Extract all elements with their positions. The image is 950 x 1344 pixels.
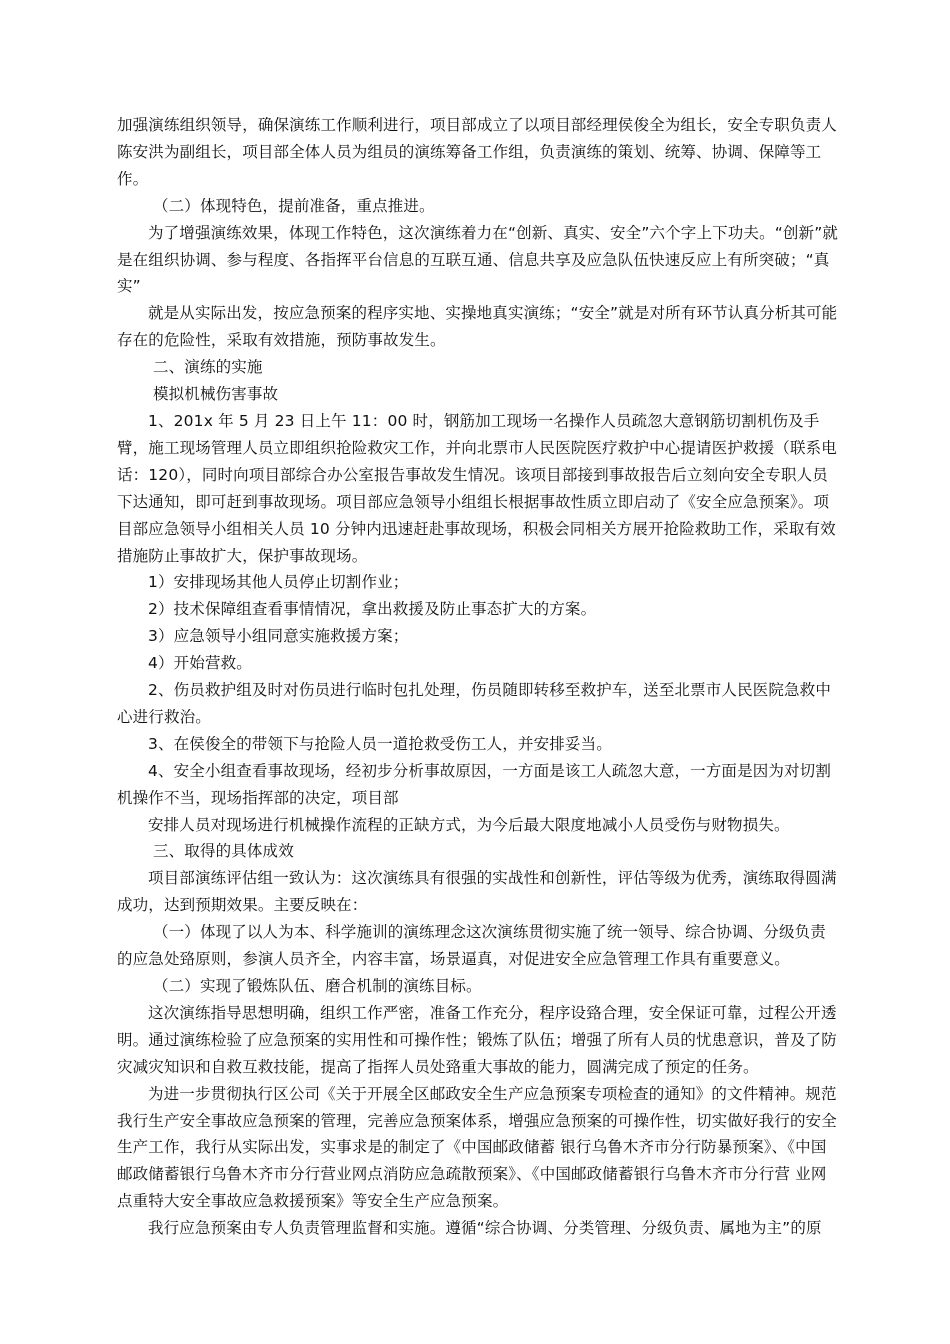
paragraph: 这次演练指导思想明确，组织工作严密，准备工作充分，程序设臵合理，安全保证可靠，过程公开透明。通过演练检验了应急预案的实用性和可操作性；锻炼了队伍；增强了所有人员的忧患意识，普及了防灾减灾知识和自救互救技能，提高了指挥人员处臵重大事故的能力，圆满完成了预定的任务。 <box>117 1003 837 1076</box>
paragraph: 项目部演练评估组一致认为：这次演练具有很强的实战性和创新性，评估等级为优秀，演练取得圆满成功，达到预期效果。主要反映在： <box>117 869 837 915</box>
document-body <box>117 112 839 1242</box>
paragraph: 1）安排现场其他人员停止切割作业； <box>148 573 409 592</box>
paragraph: 为进一步贯彻执行区公司《关于开展全区邮政安全生产应急预案专项检查的通知》的文件精神。规范我行生产安全事故应急预案的管理，完善应急预案体系，增强应急预案的可操作性，切实做好我行的安全生产工作，我行从实际出发，实事求是的制定了《中国邮政储蓄 银行乌鲁木齐市分行防暴预案》、《中国邮政储蓄银行乌鲁木齐市分行营业网点消防应急疏散预案》、《中国邮政储蓄银行乌鲁木齐市分行营 业网点重特大安全事故应急救援预案》等安全生产应急预案。 <box>117 1084 837 1211</box>
paragraph: 3、在侯俊全的带领下与抢险人员一道抢救受伤工人，并安排妥当。 <box>148 734 612 753</box>
paragraph: （二）体现特色，提前准备，重点推进。 <box>153 196 435 215</box>
paragraph: 加强演练组织领导，确保演练工作顺利进行，项目部成立了以项目部经理侯俊全为组长，安全专职负责人陈安洪为副组长，项目部全体人员为组员的演练筹备工作组，负责演练的策划、统筹、协调、保障等工作。 <box>117 116 837 188</box>
paragraph: 安排人员对现场进行机械操作流程的正缺方式，为今后最大限度地减小人员受伤与财物损失。 <box>148 815 790 834</box>
paragraph: 1、201x 年 5 月 23 日上午 11：00 时，钢筋加工现场一名操作人员疏忽大意钢筋切割机伤及手臂，施工现场管理人员立即组织抢险救灾工作，并向北票市人民医院医疗救护中心提请医护救援（联系电话：120），同时向项目部综合办公室报告事故发生情况。该项目部接到事故报告后立刻向安全专职人员下达通知，即可赶到事故现场。项目部应急领导小组组长根据事故性质立即启动了《安全应急预案》。项目部应急领导小组相关人员 10 分钟内迅速赶赴事故现场，积极会同相关方展开抢险救助工作，采取有效措施防止事故扩大，保护事故现场。 <box>117 411 837 565</box>
paragraph: 为了增强演练效果，体现工作特色，这次演练着力在“创新、真实、安全”六个字上下功夫。“创新”就是在组织协调、参与程度、各指挥平台信息的互联互通、信息共享及应急队伍快速反应上有所突破；“真实” <box>117 223 839 296</box>
paragraph: 3）应急领导小组同意实施救援方案； <box>148 627 409 646</box>
paragraph: （二）实现了锻炼队伍、磨合机制的演练目标。 <box>153 977 482 995</box>
paragraph: 模拟机械伤害事故 <box>153 385 279 404</box>
paragraph: 就是从实际出发，按应急预案的程序实地、实操地真实演练；“安全”就是对所有环节认真分析其可能存在的危险性，采取有效措施，预防事故发生。 <box>117 304 838 350</box>
paragraph: 2、伤员救护组及时对伤员进行临时包扎处理，伤员随即转移至救护车，送至北票市人民医院急救中心进行救治。 <box>117 681 831 726</box>
paragraph: （一）体现了以人为本、科学施训的演练理念这次演练贯彻实施了统一领导、综合协调、分级负责的应急处臵原则，参演人员齐全，内容丰富，场景逼真，对促进安全应急管理工作具有重要意义。 <box>117 923 826 969</box>
paragraph: 二、演练的实施 <box>153 358 263 377</box>
paragraph: 4、安全小组查看事故现场，经初步分析事故原因，一方面是该工人疏忽大意，一方面是因为对切割机操作不当，现场指挥部的决定，项目部 <box>117 761 831 807</box>
paragraph: 2）技术保障组查看事情情况，拿出救援及防止事态扩大的方案。 <box>148 600 597 619</box>
paragraph: 4）开始营救。 <box>148 654 252 673</box>
paragraph: 三、取得的具体成效 <box>153 842 294 861</box>
paragraph: 我行应急预案由专人负责管理监督和实施。遵循“综合协调、分类管理、分级负责、属地为主”的原 <box>148 1219 822 1238</box>
